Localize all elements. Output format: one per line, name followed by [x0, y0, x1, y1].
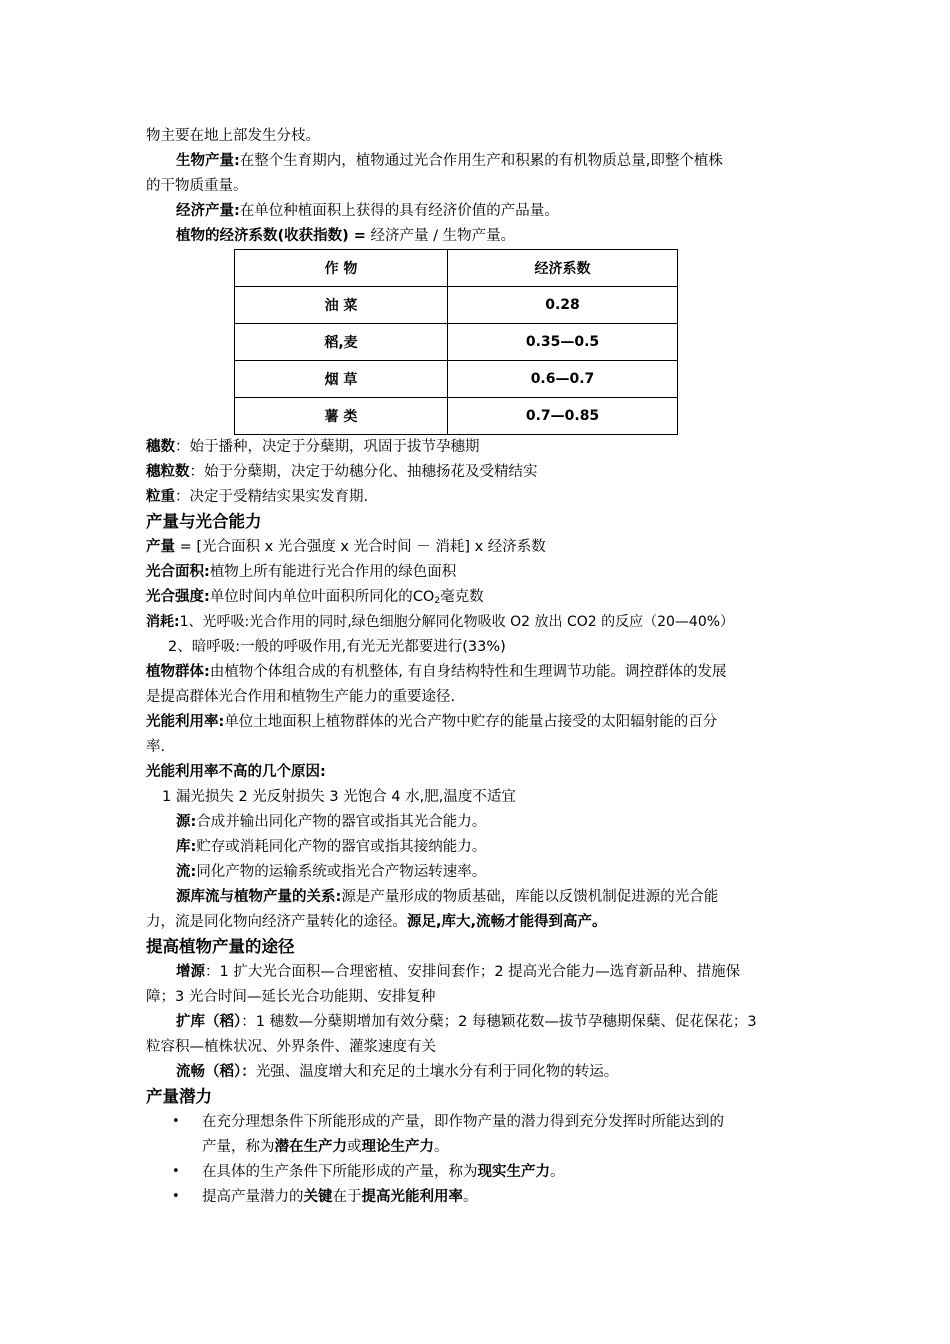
co2-subscript: 2 [434, 596, 441, 606]
factor-grain-weight [146, 485, 810, 509]
potential-bullet-2 [202, 1160, 810, 1184]
sink-term: 库: [176, 839, 197, 855]
section-heading-yield-potential: 产量潜力 [146, 1087, 212, 1106]
improve-light-use: 提高光能利用率 [361, 1189, 463, 1205]
co2-text: CO [412, 589, 435, 605]
relation-definition [146, 885, 840, 909]
flow-term: 流: [176, 864, 197, 880]
table-cell: 烟 草 [235, 361, 448, 398]
formula-text: = [光合面积 x 光合强度 x 光合时间 － 消耗] x 经济系数 [175, 539, 546, 555]
expand-sink-term: 扩库（稻） [176, 1014, 242, 1030]
yield-formula [146, 535, 810, 559]
intro-line: 物主要在地上部发生分枝。 [146, 128, 320, 144]
potential-bullet-1: 在充分理想条件下所能形成的产量，即作物产量的潜力得到充分发挥时所能达到的 [202, 1114, 724, 1130]
table-row [235, 361, 678, 398]
text-span: 提高产量潜力的 [202, 1189, 304, 1205]
consumption-definition [146, 610, 810, 634]
intensity-term: 光合强度: [146, 589, 210, 605]
eco-yield-definition [146, 199, 840, 223]
text-span: 在于 [332, 1189, 362, 1205]
text-span: 产量，称为 [202, 1139, 275, 1155]
plant-group-definition [146, 660, 810, 684]
text-span: 。 [434, 1139, 449, 1155]
potential-bullet-1-line2 [202, 1135, 810, 1159]
light-text: 单位土地面积上植物群体的光合产物中贮存的能量占接受的太阳辐射能的百分 [224, 714, 718, 730]
expand-sink-line2: 粒容积—植株状况、外界条件、灌浆速度有关 [146, 1039, 436, 1055]
source-definition [146, 810, 840, 834]
potential-bullet-3 [202, 1185, 810, 1209]
bio-yield-term: 生物产量: [176, 153, 240, 169]
consume-item-2: 2、暗呼吸:一般的呼吸作用,有光无光都要进行(33%) [168, 639, 506, 655]
plant-group-line2: 是提高群体光合作用和植物生产能力的重要途径. [146, 689, 456, 705]
bullet-icon: • [172, 1164, 180, 1179]
light-use-definition [146, 710, 810, 734]
section-heading-yield-photosynthesis: 产量与光合能力 [146, 512, 262, 531]
bio-yield-text: 在整个生育期内，植物通过光合作用生产和积累的有机物质总量,即整个植株 [239, 153, 723, 169]
factor-grains-per-ear [146, 460, 810, 484]
light-use-line2: 率. [146, 739, 166, 755]
table-cell: 0.28 [448, 287, 678, 324]
table-row [235, 324, 678, 361]
text-span: 。 [550, 1164, 565, 1180]
relation-text: 源是产量形成的物质基础，库能以反馈机制促进源的光合能 [341, 889, 719, 905]
source-text: 合成并输出同化产物的器官或指其光合能力。 [196, 814, 487, 830]
eco-yield-text: 在单位种植面积上获得的具有经济价值的产品量。 [239, 203, 559, 219]
factor-text: ：决定于受精结实果实发育期. [175, 489, 369, 505]
consume-term: 消耗: [146, 614, 180, 630]
eco-yield-term: 经济产量: [176, 203, 240, 219]
theoretical-productivity: 理论生产力 [361, 1139, 434, 1155]
coefficient-table [234, 249, 678, 435]
relation-text-2: 力，流是同化物向经济产量转化的途径。 [146, 914, 407, 930]
area-term: 光合面积: [146, 564, 210, 580]
coef-definition [146, 224, 840, 248]
smooth-flow-text: 光强、温度增大和充足的土壤水分有利于同化物的转运。 [255, 1064, 619, 1080]
table-cell: 0.6—0.7 [448, 361, 678, 398]
factor-ear-count [146, 435, 810, 459]
add-source-item [146, 960, 840, 984]
reasons-title: 光能利用率不高的几个原因: [146, 764, 326, 780]
source-term: 源: [176, 814, 197, 830]
relation-term: 源库流与植物产量的关系: [176, 889, 342, 905]
flow-definition [146, 860, 840, 884]
table-cell: 薯 类 [235, 398, 448, 435]
add-source-text: ：1 扩大光合面积—合理密植、安排间套作；2 提高光合能力—选育新品种、措施保 [205, 964, 741, 980]
light-term: 光能利用率: [146, 714, 225, 730]
sink-definition [146, 835, 840, 859]
bullet-icon: • [172, 1189, 180, 1204]
table-header: 作 物 [235, 250, 448, 287]
table-header-row [235, 250, 678, 287]
expand-sink-item [146, 1010, 840, 1034]
reasons-list: 1 漏光损失 2 光反射损失 3 光饱合 4 水,肥,温度不适宜 [162, 789, 516, 805]
intensity-tail: 毫克数 [440, 589, 484, 605]
add-source-line2: 障；3 光合时间—延长光合功能期、安排复种 [146, 989, 436, 1005]
relation-line2 [146, 910, 810, 934]
coef-text: 经济产量 / 生物产量。 [365, 228, 516, 244]
add-source-term: 增源 [176, 964, 205, 980]
photo-area-definition [146, 560, 810, 584]
factor-text: ：始于分蘖期，决定于幼穗分化、抽穗扬花及受精结实 [189, 464, 538, 480]
intensity-text: 单位时间内单位叶面积所同化的 [209, 589, 413, 605]
real-productivity: 现实生产力 [477, 1164, 550, 1180]
bio-yield-definition [146, 149, 840, 173]
area-text: 植物上所有能进行光合作用的绿色面积 [209, 564, 457, 580]
key-term: 关键 [303, 1189, 333, 1205]
factor-text: ：始于播种，决定于分蘖期，巩固于拔节孕穗期 [175, 439, 480, 455]
text-span: 在具体的生产条件下所能形成的产量，称为 [202, 1164, 478, 1180]
bullet-icon: • [172, 1114, 180, 1129]
factor-term: 穗数 [146, 439, 175, 455]
flow-text: 同化产物的运输系统或指光合产物运转速率。 [196, 864, 487, 880]
coef-term: 植物的经济系数(收获指数) = [176, 228, 366, 244]
consume-item-1: 1、光呼吸:光合作用的同时,绿色细胞分解同化物吸收 O2 放出 CO2 的反应（20—40%） [179, 614, 735, 630]
smooth-flow-item [146, 1060, 840, 1084]
photo-intensity-definition [146, 585, 810, 609]
group-term: 植物群体: [146, 664, 210, 680]
table-cell: 油 菜 [235, 287, 448, 324]
factor-term: 穗粒数 [146, 464, 190, 480]
formula-term: 产量 [146, 539, 175, 555]
text-span: 或 [347, 1139, 362, 1155]
sink-text: 贮存或消耗同化产物的器官或指其接纳能力。 [196, 839, 487, 855]
text-span: 。 [463, 1189, 478, 1205]
table-cell: 0.35—0.5 [448, 324, 678, 361]
section-heading-improve-yield: 提高植物产量的途径 [146, 937, 295, 956]
table-cell: 0.7—0.85 [448, 398, 678, 435]
relation-conclusion: 源足,库大,流畅才能得到高产。 [407, 914, 607, 930]
bio-yield-line2: 的干物质重量。 [146, 178, 248, 194]
potential-productivity: 潜在生产力 [274, 1139, 347, 1155]
factor-term: 粒重 [146, 489, 175, 505]
table-row [235, 398, 678, 435]
smooth-flow-term: 流畅（稻）： [176, 1064, 256, 1080]
table-row [235, 287, 678, 324]
table-cell: 稻,麦 [235, 324, 448, 361]
group-text: 由植物个体组合成的有机整体, 有自身结构特性和生理调节功能。调控群体的发展 [209, 664, 727, 680]
expand-sink-text: ：1 穗数—分蘖期增加有效分蘖；2 每穗颖花数—拔节孕穗期保蘖、促花保花；3 [241, 1014, 757, 1030]
table-header: 经济系数 [448, 250, 678, 287]
